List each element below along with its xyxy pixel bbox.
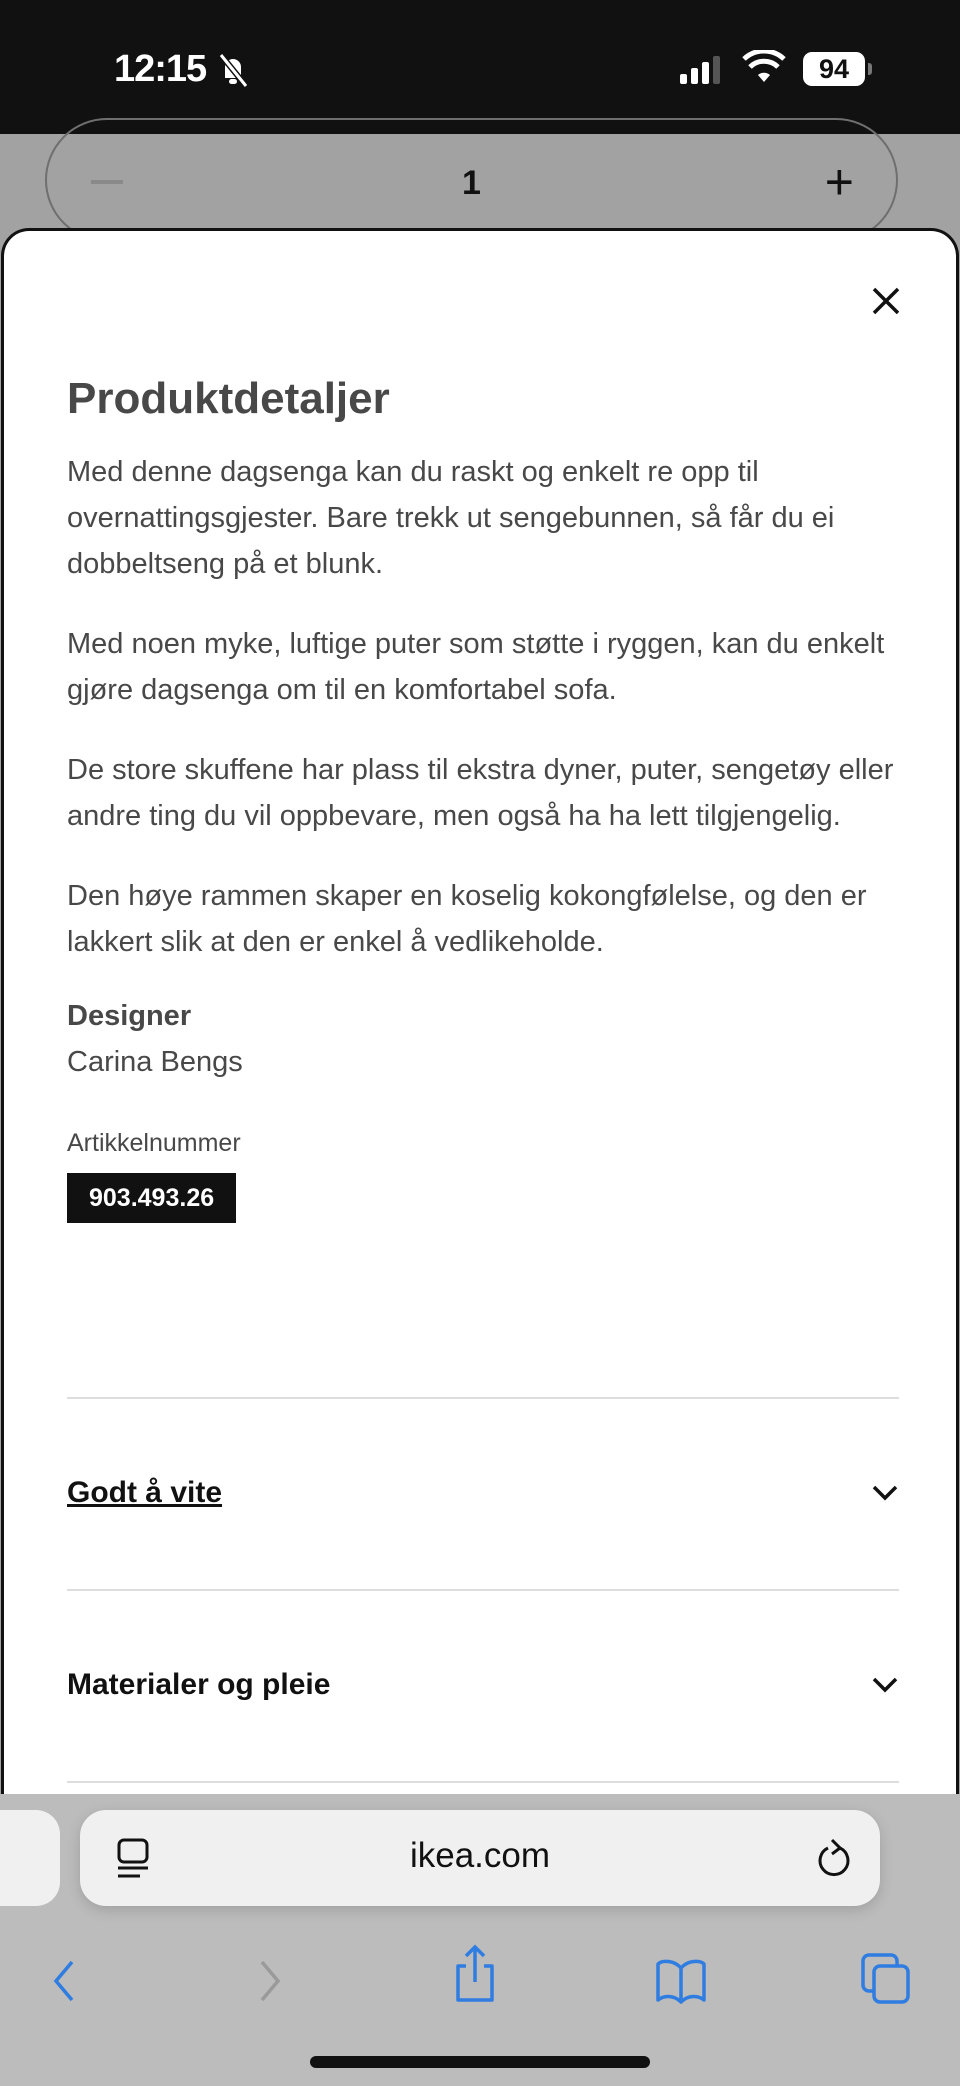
- reload-icon[interactable]: [816, 1836, 852, 1880]
- forward-icon[interactable]: [256, 1958, 286, 2004]
- description-paragraph: Den høye rammen skaper en koselig kokongfølelse, og den er lakkert slik at den er enkel å vedlikeholde.: [67, 880, 867, 958]
- status-bar: [0, 0, 960, 134]
- clock: 12:15: [114, 48, 207, 90]
- close-icon[interactable]: [868, 283, 904, 319]
- bookmarks-icon[interactable]: [654, 1958, 708, 2004]
- url-text: ikea.com: [409, 1836, 551, 1875]
- product-details-sheet: [1, 228, 959, 1794]
- divider: [67, 1589, 899, 1591]
- browser-toolbar: [0, 1794, 960, 2086]
- quantity-stepper[interactable]: [45, 118, 898, 242]
- accordion-good-to-know[interactable]: [67, 1463, 899, 1523]
- increase-button[interactable]: +: [824, 154, 854, 210]
- description-paragraph: Med denne dagsenga kan du raskt og enkelt re opp til overnattingsgjester. Bare trekk ut sengebunnen, så får du ei dobbeltseng på et blunk.: [67, 456, 835, 580]
- designer-name: Carina Bengs: [67, 1046, 243, 1078]
- battery-indicator: 94: [803, 52, 865, 86]
- share-icon[interactable]: [452, 1944, 498, 2004]
- address-bar[interactable]: [80, 1810, 880, 1906]
- accordion-label: Godt å vite: [67, 1476, 223, 1509]
- accordion-label: Materialer og pleie: [67, 1668, 331, 1701]
- signal-icon: [680, 56, 720, 84]
- description-paragraph: Med noen myke, luftige puter som støtte i ryggen, kan du enkelt gjøre dagsenga om til en komfortabel sofa.: [67, 628, 885, 706]
- accordion-materials-care[interactable]: [67, 1655, 899, 1715]
- designer-label: Designer: [67, 1000, 192, 1032]
- home-indicator: [310, 2056, 650, 2068]
- divider: [67, 1397, 899, 1399]
- article-number-label: Artikkelnummer: [67, 1129, 241, 1157]
- tabs-icon[interactable]: [860, 1952, 912, 2004]
- article-number-badge: 903.493.26: [67, 1173, 236, 1223]
- divider: [67, 1781, 899, 1783]
- back-icon[interactable]: [48, 1958, 78, 2004]
- chevron-down-icon: [871, 1676, 899, 1694]
- previous-tab-preview[interactable]: [0, 1810, 60, 1906]
- wifi-icon: [742, 50, 786, 84]
- chevron-down-icon: [871, 1484, 899, 1502]
- description-paragraph: De store skuffene har plass til ekstra dyner, puter, sengetøy eller andre ting du vil oppbevare, men også ha ha lett tilgjengelig.: [67, 754, 894, 832]
- quantity-value: 1: [462, 164, 481, 202]
- silent-bell-icon: [216, 52, 250, 88]
- page-title: Produktdetaljer: [67, 374, 390, 423]
